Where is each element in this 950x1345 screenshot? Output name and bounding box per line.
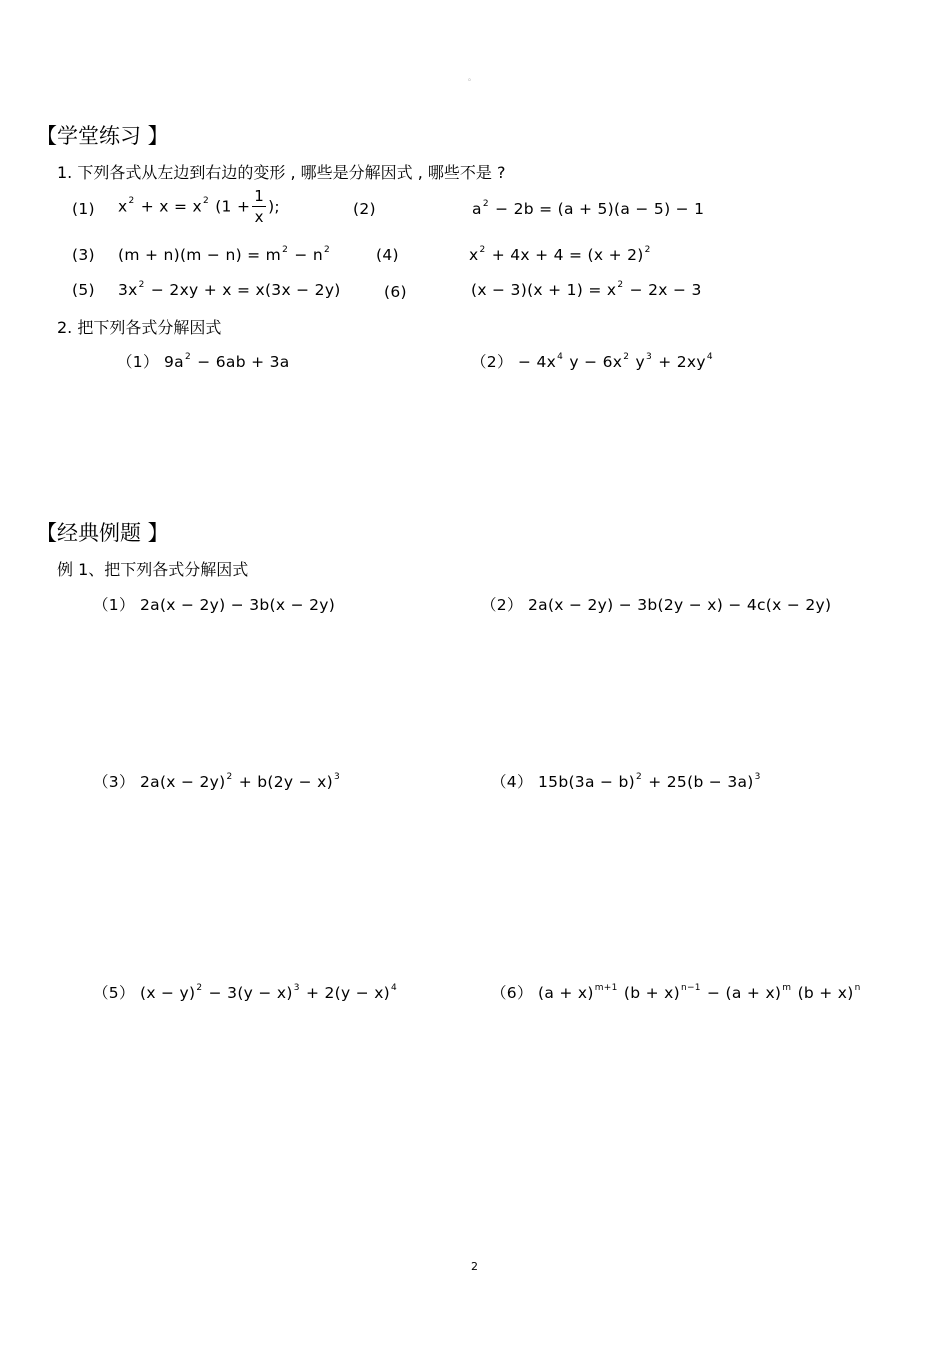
q1-item-6-expression: $(x - 3)(x + 1) = x^2 - 2x - 3$ (471, 279, 702, 299)
question-1-text: 1. 下列各式从左边到右边的变形 , 哪些是分解因式 , 哪些不是 ? (57, 163, 506, 182)
q1-item-1-expression: $x^2 + x = x^2$ (1 + $\frac{1}{x}$ ); (118, 187, 280, 226)
example-item-4: （4） $15b(3a - b)^2 + 25(b - 3a)^3$ (491, 771, 761, 791)
q1-item-5-expression: $3x^2 - 2xy + x = x(3x - 2y)$ (118, 279, 341, 299)
example-1-intro: 例 1、把下列各式分解因式 (57, 560, 249, 579)
top-mark: 。 (468, 73, 476, 82)
q1-item-2-label: (2) (353, 200, 376, 218)
fraction: $\frac{1}{x}$ (254, 187, 265, 226)
example-item-6: （6） $(a + x)^{m+1}$ $(b + x)^{n-1} - (a + x)^m$ $(b + x)^n$ (491, 982, 861, 1002)
question-2-text: 2. 把下列各式分解因式 (57, 318, 222, 337)
q1-item-5-label: (5) (72, 281, 95, 299)
example-item-2: （2） 2a(x − 2y) − 3b(2y − x) − 4c(x − 2y) (481, 596, 832, 614)
q1-item-6-label: (6) (384, 283, 407, 301)
q1-item-1-label: (1) (72, 200, 95, 218)
q1-item-2-expression: $a^2 - 2b = (a + 5)(a - 5) - 1$ (472, 198, 705, 218)
q2-item-1: （1） $9a^2 - 6ab + 3a$ (117, 351, 290, 371)
section-title-examples: 【经典例题 】 (36, 521, 169, 545)
q1-item-4-label: (4) (376, 246, 399, 264)
section-title-practice: 【学堂练习 】 (36, 124, 169, 148)
q1-item-3-expression: $(m + n)(m - n) = m^2 - n^2$ (118, 244, 330, 264)
page-number: 2 (471, 1260, 478, 1273)
example-item-1: （1） 2a(x − 2y) − 3b(x − 2y) (93, 596, 336, 614)
example-item-3: （3） $2a(x - 2y)^2 + b(2y - x)^3$ (93, 771, 341, 791)
q1-item-4-expression: $x^2 + 4x + 4 = (x + 2)^2$ (469, 244, 651, 264)
q1-item-3-label: (3) (72, 246, 95, 264)
example-item-5: （5） $(x - y)^2 - 3(y - x)^3 + 2(y - x)^4$ (93, 982, 398, 1002)
q2-item-2: $(2) - 4x^4$ $y - 6x^2$ $y^3 + 2xy^4$ (471, 351, 713, 371)
